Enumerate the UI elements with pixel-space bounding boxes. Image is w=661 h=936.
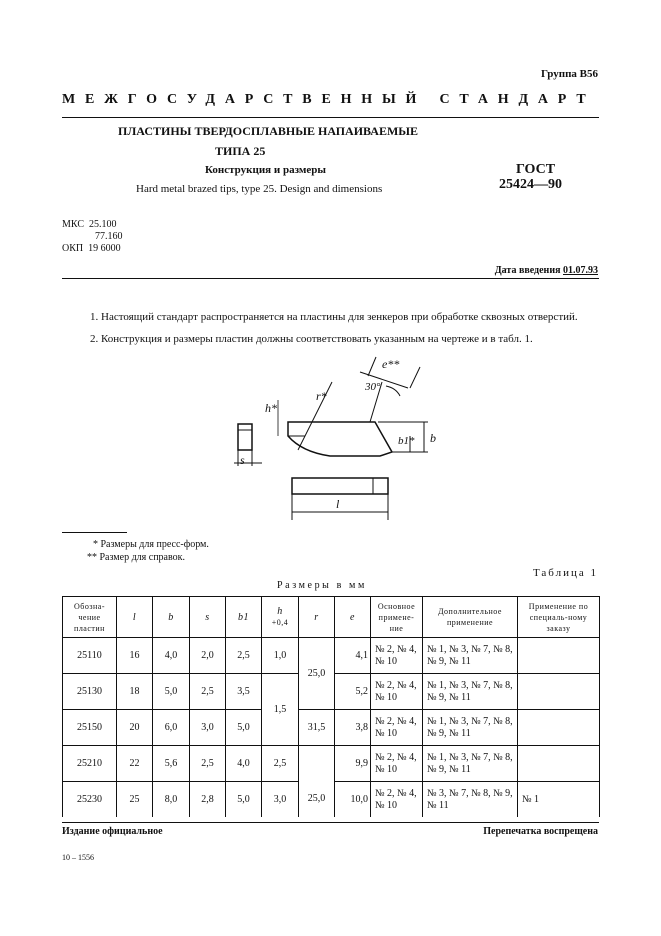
paragraph-2: 2. Конструкция и размеры пластин должны соответствовать указанным на чертеже и в табл. 1. [90, 333, 533, 345]
cell-b1: 5,0 [226, 782, 262, 818]
document-title-line1: ПЛАСТИНЫ ТВЕРДОСПЛАВНЫЕ НАПАИВАЕМЫЕ [118, 124, 419, 138]
tip-drawing [210, 352, 450, 524]
top-rule [62, 117, 599, 118]
cell-id: 25150 [63, 710, 117, 746]
cell-id: 25230 [63, 782, 117, 818]
bottom-rule [62, 822, 599, 823]
gost-label: ГОСТ [516, 162, 556, 177]
table-row [63, 746, 600, 782]
cell-b1: 2,5 [226, 638, 262, 674]
cell-extra-use: № 1, № 3, № 7, № 8, № 9, № 11 [423, 746, 518, 782]
table-row [63, 710, 600, 746]
cell-b: 5,6 [153, 746, 190, 782]
intro-date [495, 265, 598, 276]
cell-s: 2,5 [190, 674, 226, 710]
cell-special-use [518, 638, 600, 674]
header-b: b [153, 597, 190, 638]
cell-e: 3,8 [335, 710, 371, 746]
cell-main-use: № 2, № 4, № 10 [371, 746, 423, 782]
table-caption: Таблица 1 [532, 567, 598, 579]
paragraph-1: 1. Настоящий стандарт распространяется на пластины для зенкеров при обработке сквозных отверстий. [90, 311, 578, 323]
cell-main-use: № 2, № 4, № 10 [371, 638, 423, 674]
cell-id: 25130 [63, 674, 117, 710]
table-units: Размеры в мм [277, 580, 367, 591]
header-e: e [335, 597, 371, 638]
cell-s: 2,8 [190, 782, 226, 818]
edition-note: Издание официальное [62, 826, 163, 837]
cell-l: 16 [117, 638, 153, 674]
footnote-rule [62, 532, 127, 533]
cell-id: 25210 [63, 746, 117, 782]
cell-main-use: № 2, № 4, № 10 [371, 782, 423, 818]
cell-e: 9,9 [335, 746, 371, 782]
cell-h: 1,0 [262, 638, 299, 674]
header-b1: b1 [226, 597, 262, 638]
cell-s: 2,0 [190, 638, 226, 674]
header-r: r [299, 597, 335, 638]
group-code: Группа В56 [540, 68, 598, 80]
header-l: l [117, 597, 153, 638]
cell-b: 6,0 [153, 710, 190, 746]
mks-label: МКС [62, 219, 84, 230]
cell-extra-use: № 3, № 7, № 8, № 9, № 11 [423, 782, 518, 818]
okp-code: 19 6000 [88, 243, 121, 254]
end-view [238, 424, 252, 450]
label-h: h* [265, 401, 277, 415]
cell-main-use: № 2, № 4, № 10 [371, 674, 423, 710]
cell-b: 8,0 [153, 782, 190, 818]
table-row [63, 782, 600, 818]
cell-id: 25110 [63, 638, 117, 674]
mks-code-1: 25.100 [88, 219, 117, 230]
cell-special-use [518, 710, 600, 746]
header-s: s [190, 597, 226, 638]
cell-r: 25,0 [299, 782, 335, 818]
footnote-2: ** Размер для справок. [87, 552, 185, 563]
table-row [63, 638, 600, 674]
header-special-use: Применение по специаль-ному заказу [518, 597, 600, 638]
cell-extra-use: № 1, № 3, № 7, № 8, № 9, № 11 [423, 638, 518, 674]
cell-extra-use: № 1, № 3, № 7, № 8, № 9, № 11 [423, 710, 518, 746]
cell-r-merged: 25,0 [299, 638, 335, 710]
standard-banner: МЕЖГОСУДАРСТВЕННЫЙ СТАНДАРТ [62, 92, 596, 107]
header-main-use: Основное примене-ние [371, 597, 423, 638]
header-extra-use: Дополнительное применение [423, 597, 518, 638]
dimensions-table [62, 596, 600, 817]
label-b: b [430, 431, 436, 445]
footnote-1: * Размеры для пресс-форм. [93, 539, 209, 550]
document-title-english: Hard metal brazed tips, type 25. Design and dimensions [136, 183, 383, 195]
cell-s: 3,0 [190, 710, 226, 746]
header-h: h +0,4 [262, 597, 299, 638]
print-number: 10 – 1556 [62, 853, 94, 862]
cell-b: 4,0 [153, 638, 190, 674]
cell-main-use: № 2, № 4, № 10 [371, 710, 423, 746]
reprint-note: Перепечатка воспрещена [483, 826, 598, 837]
cell-b: 5,0 [153, 674, 190, 710]
cell-special-use [518, 674, 600, 710]
cell-h-merged: 1,5 [262, 674, 299, 746]
cell-l: 18 [117, 674, 153, 710]
cell-e: 5,2 [335, 674, 371, 710]
cell-special-use [518, 746, 600, 782]
cell-special-use: № 1 [518, 782, 600, 818]
document-subtitle: Конструкция и размеры [205, 164, 326, 176]
cell-b1: 3,5 [226, 674, 262, 710]
header-h-tolerance: +0,4 [271, 618, 289, 627]
cell-extra-use: № 1, № 3, № 7, № 8, № 9, № 11 [423, 674, 518, 710]
label-s: s [240, 453, 245, 467]
gost-number: 25424—90 [499, 177, 562, 192]
cell-r-empty [299, 746, 335, 782]
cell-l: 20 [117, 710, 153, 746]
cell-r: 31,5 [299, 710, 335, 746]
header-designation: Обозна-чение пластин [63, 597, 117, 638]
cell-e: 4,1 [335, 638, 371, 674]
cell-e: 10,0 [335, 782, 371, 818]
label-b1: b1* [398, 435, 415, 447]
cell-b1: 5,0 [226, 710, 262, 746]
cell-l: 22 [117, 746, 153, 782]
top-view [292, 478, 388, 494]
intro-date-label: Дата введения [494, 265, 561, 276]
intro-date-value: 01.07.93 [563, 265, 598, 276]
classification-codes [62, 219, 123, 255]
mks-code-2: 77.160 [95, 231, 123, 242]
label-r: r* [316, 389, 327, 403]
cell-s: 2,5 [190, 746, 226, 782]
okp-label: ОКП [62, 243, 84, 254]
cell-l: 25 [117, 782, 153, 818]
label-l: l [336, 497, 340, 511]
document-title-line2: ТИПА 25 [215, 144, 266, 158]
label-e: e** [382, 357, 400, 371]
cell-b1: 4,0 [226, 746, 262, 782]
date-rule [62, 278, 599, 279]
cell-h: 2,5 [262, 746, 299, 782]
label-angle: 30° [365, 381, 381, 393]
table-header-row [63, 597, 600, 638]
cell-h: 3,0 [262, 782, 299, 818]
